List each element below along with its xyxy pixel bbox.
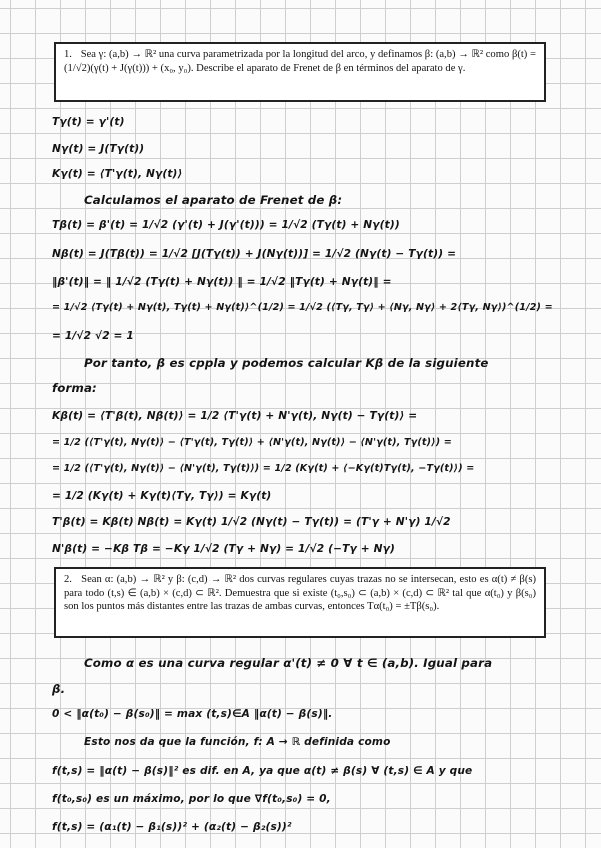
maximum-gradient-line: f(t₀,s₀) es un máximo, por lo que ∇f(t₀,s₀) = 0, — [52, 793, 331, 805]
curvature-beta-step-2: = 1/2 (⟨T'γ(t), Nγ(t)⟩ − ⟨N'γ(t), Tγ(t)⟩) = 1/2 (Kγ(t) + ⟨−Kγ(t)Tγ(t), −Tγ(t)⟩) = — [52, 463, 475, 474]
problem-2-text: Sean α: (a,b) → ℝ² y β: (c,d) → ℝ² dos curvas regulares cuyas trazas no se intersecan, esto es α(t) ≠ β(s) para todo (t,s) ∈ (a,b) × (c,d) ⊂ ℝ². Demuestra que si existe (t₀,s₀) ⊂ (a,b) × (c,d) ⊂ ℝ² tal que α(t₀) y β(s₀) son los puntos más distantes entre las trazas de ambas curvas, entonces Tα(t₀) = ±Tβ(s₀). — [64, 574, 536, 612]
max-distance-line: 0 < ‖α(t₀) − β(s₀)‖ = max (t,s)∈A ‖α(t) − β(s)‖. — [52, 708, 333, 720]
speed-beta-line: ‖β'(t)‖ = ‖ 1/√2 (Tγ(t) + Nγ(t)) ‖ = 1/√2 ‖Tγ(t) + Nγ(t)‖ = — [52, 276, 392, 288]
normal-derivative-beta: N'β(t) = −Kβ Tβ = −Kγ 1/√2 (Tγ + Nγ) = 1/√2 (−Tγ + Nγ) — [52, 543, 395, 555]
problem-1-number: 1. — [64, 49, 72, 60]
curvature-beta-result: = 1/2 (Kγ(t) + Kγ(t)⟨Tγ, Tγ⟩) = Kγ(t) — [52, 490, 272, 502]
frenet-beta-heading: Calculamos el aparato de Frenet de β: — [84, 193, 343, 207]
tangent-gamma-line: Tγ(t) = γ'(t) — [52, 116, 125, 128]
conclusion-forma: forma: — [52, 381, 97, 395]
problem-1-text: Sea γ: (a,b) → ℝ² una curva parametrizada por la longitud del arco, y definamos β: (a,b) → ℝ² como β(t) = (1/√2)(γ(t) + J(γ(t))) + (x₀, y₀). Describe el aparato de Frenet de β en términos del aparato de γ. — [64, 49, 536, 74]
curvature-beta-step-1: = 1/2 (⟨T'γ(t), Nγ(t)⟩ − ⟨T'γ(t), Tγ(t)⟩ + ⟨N'γ(t), Nγ(t)⟩ − ⟨N'γ(t), Tγ(t)⟩) = — [52, 437, 452, 448]
problem-2-number: 2. — [64, 574, 72, 585]
function-definition-line: f(t,s) = ‖α(t) − β(s)‖² es dif. en A, ya que α(t) ≠ β(s) ∀ (t,s) ∈ A y que — [52, 765, 473, 777]
conclusion-unit-speed: Por tanto, β es cppla y podemos calcular Kβ de la siguiente — [84, 356, 489, 370]
problem-1-statement — [54, 42, 546, 102]
problem-2-statement — [54, 567, 546, 638]
function-expansion-line: f(t,s) = (α₁(t) − β₁(s))² + (α₂(t) − β₂(s))² — [52, 821, 292, 833]
regular-curve-line: Como α es una curva regular α'(t) ≠ 0 ∀ t ∈ (a,b). Igual para — [84, 656, 493, 670]
tangent-derivative-beta: T'β(t) = Kβ(t) Nβ(t) = Kγ(t) 1/√2 (Nγ(t) − Tγ(t)) = (T'γ + N'γ) 1/√2 — [52, 516, 451, 528]
tangent-beta-line: Tβ(t) = β'(t) = 1/√2 (γ'(t) + J(γ'(t))) = 1/√2 (Tγ(t) + Nγ(t)) — [52, 219, 400, 231]
normal-beta-line: Nβ(t) = J(Tβ(t)) = 1/√2 [J(Tγ(t)) + J(Nγ(t))] = 1/√2 (Nγ(t) − Tγ(t)) = — [52, 248, 457, 260]
speed-beta-result: = 1/√2 √2 = 1 — [52, 330, 134, 342]
normal-gamma-line: Nγ(t) = J(Tγ(t)) — [52, 143, 145, 155]
curvature-beta-line: Kβ(t) = ⟨T'β(t), Nβ(t)⟩ = 1/2 ⟨T'γ(t) + N'γ(t), Nγ(t) − Tγ(t)⟩ = — [52, 410, 418, 422]
curvature-gamma-line: Kγ(t) = ⟨T'γ(t), Nγ(t)⟩ — [52, 168, 183, 180]
function-definition-intro: Esto nos da que la función, f: A → ℝ definida como — [84, 736, 391, 748]
regular-curve-beta: β. — [52, 682, 66, 696]
speed-beta-expansion: = 1/√2 ⟨Tγ(t) + Nγ(t), Tγ(t) + Nγ(t)⟩^(1/2) = 1/√2 (⟨Tγ, Tγ⟩ + ⟨Nγ, Nγ⟩ + 2⟨Tγ, Nγ⟩)^(1/2) = — [52, 302, 553, 313]
